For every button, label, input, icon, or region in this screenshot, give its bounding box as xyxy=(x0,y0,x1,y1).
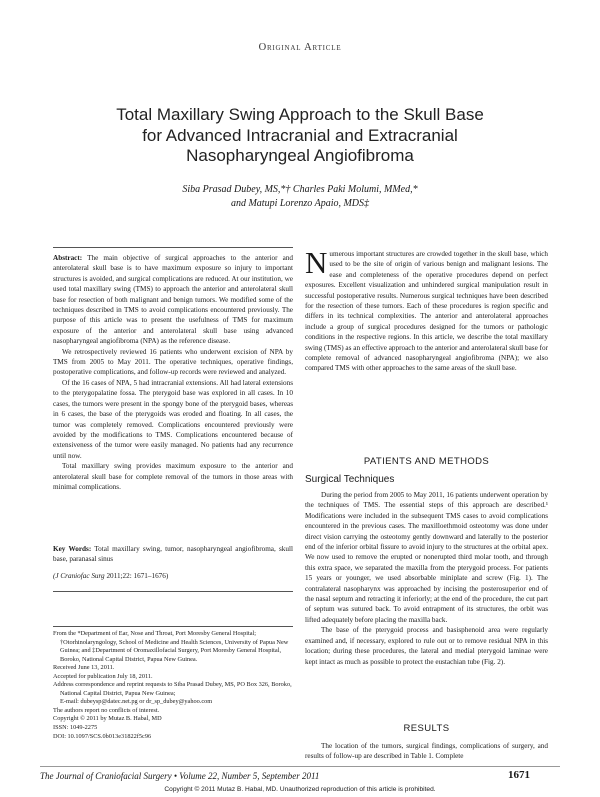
methods-body xyxy=(305,490,548,667)
affiliations xyxy=(53,630,293,741)
copyright-line: Copyright © 2011 by Mutaz B. Habal, MD xyxy=(53,715,162,723)
keywords-label: Key Words: xyxy=(53,545,92,553)
article-title xyxy=(40,105,560,167)
citation-details: 2011;22: 1671–1676) xyxy=(106,571,169,580)
title-line-1: Total Maxillary Swing Approach to the Skull Base xyxy=(116,105,484,124)
abstract-paragraph-4: Total maxillary swing provides maximum exposure to the anterior and anterolateral skull base for complete removal of the tumors in those areas with minimal complications. xyxy=(53,462,293,491)
title-line-2: for Advanced Intracranial and Extracranial xyxy=(142,125,458,145)
methods-paragraph-1: During the period from 2005 to May 2011, 16 patients underwent operation by the techniques of TMS. The essential steps of this approach are described.¹ Modifications were included in the subsequent TMS cases to avoid complications encountered in the previous cases. The maxilloethmoid osteotomy was done under direct vision carrying the osteotomy gently downward and laterally to the posterior end of the inferior orbital fissure to avoid injury to the structures at the orbital apex. We now used to remove the erupted or nonerupted third molar tooth, and through this extra space, we separated the maxilla from the pterygoid process. For patients 15 years or younger, we used absorbable miniplate and screw (Fig. 1). The contralateral nasopharynx was approached by incising the posterosuperior end of the nasal septum and retracting it inferiorly; at the end of the procedure, the cut part of septum was sutured back. To avoid entrapment of its structures, the orbit was lifted adequately before placing the maxilla back. xyxy=(305,491,548,624)
abstract-bottom-rule xyxy=(53,591,293,592)
affiliation-from: From the *Department of Ear, Nose and Throat, Port Moresby General Hospital; †Otorhinolaryngology, School of Medicine and Health Sciences, University of Papua New Guinea; and ‡Department of Oromaxillofacial Surgery, Port Moresby General Hospital, Boroko, National Capital District, Papua New Guinea. xyxy=(53,630,289,663)
section-heading-patients-methods: PATIENTS AND METHODS xyxy=(363,456,490,467)
abstract-paragraph-3: Of the 16 cases of NPA, 5 had intracranial extensions. All had lateral extensions to the pterygopalatine fossa. The pterygoid base was explored in all cases. In 10 cases, the tumors were present in the spongy bone of the pterygoid bases, whereas in 6 cases, the base of the pterygoids was eroded and floating. In all cases, the tumor was completely removed. Complications encountered previously were avoided by the modifications to TMS. Complications encountered because of extensiveness of the tumor were easily managed. No patients had any recurrence until now. xyxy=(53,378,293,460)
section-heading-results: RESULTS xyxy=(403,723,450,734)
doi: DOI: 10.1097/SCS.0b013e31822f5c96 xyxy=(53,732,152,740)
abstract-top-rule xyxy=(53,247,293,248)
introduction xyxy=(305,245,548,374)
accepted-date: Accepted for publication July 18, 2011. xyxy=(53,672,153,680)
footer-copyright: Copyright © 2011 Mutaz B. Habal, MD. Unauthorized reproduction of this article is prohibited. xyxy=(164,786,436,793)
keywords xyxy=(53,544,293,581)
author-list xyxy=(60,183,540,211)
abstract-label: Abstract: xyxy=(53,254,83,262)
footer-journal-info: The Journal of Craniofacial Surgery • Volume 22, Number 5, September 2011 xyxy=(40,771,320,781)
received-date: Received June 13, 2011. xyxy=(53,664,115,672)
affiliation-rule xyxy=(53,626,293,627)
abstract xyxy=(53,253,293,492)
abstract-paragraph-2: We retrospectively reviewed 16 patients who underwent excision of NPA by TMS from 2005 to May 2011. The operative techniques, operative findings, postoperative complications, and follow-up records were reviewed and analyzed. xyxy=(53,347,293,377)
footer-rule xyxy=(40,766,560,767)
subheading-surgical-techniques: Surgical Techniques xyxy=(305,474,395,485)
correspondence-email: E-mail: dubeysp@datec.net.pg or dr_sp_dubey@yahoo.com xyxy=(60,698,213,706)
conflicts-statement: The authors report no conflicts of interest. xyxy=(53,706,160,714)
results-paragraph-1: The location of the tumors, surgical findings, complications of surgery, and results of follow-up are described in Table 1. Complete xyxy=(305,742,548,761)
intro-dropcap: N xyxy=(305,245,328,280)
page-number: 1671 xyxy=(508,769,530,781)
results-body xyxy=(305,741,548,762)
intro-text: umerous important structures are crowded together in the skull base, which used to be the site of origin of various benign and malignant lesions. The ease and completeness of the operative procedures depend on perfect exposures. Excellent visualization and unhindered surgical manipulation result in successful postoperative results. Numerous surgical techniques have been described for the resection of these tumors. Each of these procedures is region specific and differs in its technical complexities. The anterior and anterolateral approaches include a group of surgical procedures designed for the tumors or pathologic conditions in the respective regions. In this article, we describe the total maxillary swing (TMS) as an effective approach to the anterior and anterolateral skull base for complete removal of advanced nasopharyngeal angiofibroma (NPA); we also compared TMS with other approaches to the same areas of the skull base. xyxy=(305,250,548,373)
citation-journal: (J Craniofac Surg xyxy=(53,571,105,580)
issn: ISSN: 1049-2275 xyxy=(53,724,98,732)
correspondence-address: Address correspondence and reprint requests to Siba Prasad Dubey, MS, PO Box 326, Boroko, National Capital District, Papua New Guinea; xyxy=(53,681,292,697)
article-type-label: Original Article xyxy=(258,42,342,53)
authors-line-1: Siba Prasad Dubey, MS,*† Charles Paki Molumi, MMed,* xyxy=(182,184,418,195)
title-line-3: Nasopharyngeal Angiofibroma xyxy=(186,146,414,165)
keywords-text: Total maxillary swing, tumor, nasopharyngeal angiofibroma, skull base, paranasal sinus xyxy=(53,545,293,564)
methods-paragraph-2: The base of the pterygoid process and basisphenoid area were regularly examined and, if necessary, explored to rule out or to remove residual NPA in this location; during these procedures, the lateral and medial pterygoid laminae were kept intact as much as possible to protect the eustachian tube (Fig. 2). xyxy=(305,626,548,666)
abstract-paragraph-1: The main objective of surgical approaches to the anterior and anterolateral skull base is to have maximum exposure so injury to important structures is avoided, and surgical complications are reduced. At our institution, we used total maxillary swing (TMS) to approach the anterior and anterolateral skull base for resection of both malignant and benign tumors. We modified some of the techniques described in TMS to avoid complications encountered previously. The purpose of this article was to present the usefulness of TMS for maximum exposure of the anterior and anterolateral skull base using advanced nasopharyngeal angiofibroma (NPA) as the reference disease. xyxy=(53,254,294,346)
authors-line-2: and Matupi Lorenzo Apaio, MDS‡ xyxy=(230,198,370,209)
